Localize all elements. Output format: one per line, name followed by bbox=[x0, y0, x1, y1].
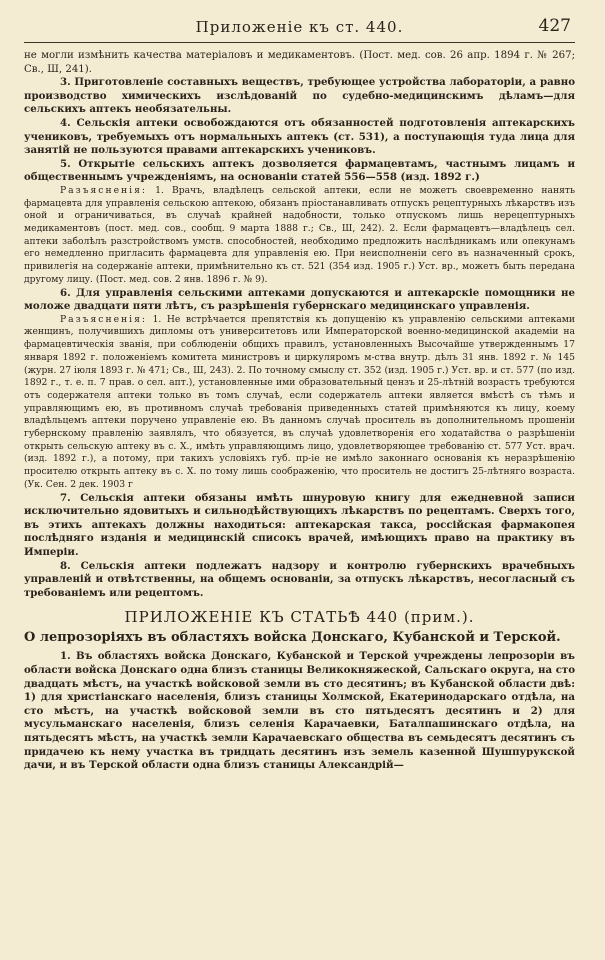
paragraph-4: 4. Сельскія аптеки освобождаются отъ обязанностей подготовленія аптекарскихъ учениковъ, требуемыхъ отъ нормальныхъ аптекъ (ст. 531), а поступающія туда лица для занятій не пользуются правами аптекарскихъ учениковъ. bbox=[24, 116, 575, 157]
running-title: Приложеніе къ ст. 440. bbox=[195, 18, 404, 36]
paragraph-continuation: не могли измѣнить качества матеріаловъ и медикаментовъ. (Пост. мед. сов. 26 апр. 1894 г. № 267; Св., Ш, 241). bbox=[24, 50, 575, 75]
appendix-subtitle: О лепрозоріяхъ въ областяхъ войска Донскаго, Кубанской и Терской. bbox=[24, 630, 561, 646]
paragraph-6: 6. Для управленія сельскими аптеками допускаются и аптекарскіе помощники не моложе двадцати пяти лѣтъ, съ разрѣшенія губернскаго медицинскаго управленія. bbox=[24, 286, 575, 313]
paragraph-8: 8. Сельскія аптеки подлежатъ надзору и контролю губернскихъ врачебныхъ управленій и отвѣтственны, на общемъ основаніи, за отпускъ лѣкарствъ, несогласный съ требованіемъ или рецептомъ. bbox=[24, 559, 575, 599]
appendix-paragraph-1: 1. Въ областяхъ войска Донскаго, Кубанской и Терской учреждены лепрозоріи въ области войска Донскаго одна близъ станицы Великокняжеской, Сальскаго округа, на сто двадцать мѣстъ, на участкѣ войсковой земли въ сто десятинъ; въ Кубанской области двѣ: 1) для христіанскаго населенія, близъ станицы Холмской, Екатеринодарскаго отдѣла, на сто мѣстъ, на участкѣ войсковой земли въ сто пятьдесятъ десятинъ и 2) для мусульманскаго населенія, близъ селенія Карачаевки, Баталпашинскаго отдѣла, на пятьдесятъ мѣстъ, на участкѣ земли Карачаевскаго общества въ семьдесятъ десятинъ съ придачею къ нему участка въ тридцать десятинъ изъ земель казенной Шушпурукской дачи, и въ Терской области одна близъ станицы Александрій— bbox=[24, 650, 575, 772]
paragraph-7: 7. Сельскія аптеки обязаны имѣть шнуровую книгу для ежедневной записи исключительно ядовитыхъ и сильнодѣйствующихъ лѣкарствъ по рецептамъ. Сверхъ того, въ этихъ аптекахъ должны находиться: аптекарская такса, россійская фармакопея послѣдняго изданія и медицинскій списокъ врачей, имѣющихъ право на практику въ Имперіи. bbox=[24, 491, 575, 558]
clarification-block-2 bbox=[24, 314, 575, 492]
clarification-text: 1. Врачъ, владѣлецъ сельской аптеки, если не можетъ своевременно нанять фармацевта для управленія сельскою аптекою, обязанъ пріостанавливать отпускъ рецептурныхъ лѣкарствъ изъ оной и ограничиваться, въ случаѣ крайней надобности, только отпускомъ лишь нерецептурныхъ медикаментовъ (пост. мед. сов., сообщ. 9 марта 1888 г.; Св., Ш, 242). 2. Если фармацевтъ—владѣлецъ сел. аптеки заболѣлъ разстройствомъ умств. способностей, необходимо предложить наслѣдникамъ или опекунамъ его немедленно пригласить фармацевта для управленія ею. При неисполненіи сего въ назначенный срокъ, привилегія на содержаніе аптеки, примѣнительно къ ст. 521 (354 изд. 1905 г.) Уст. вр., можетъ быть передана другому лицу. (Пост. мед. сов. 2 янв. 1896 г. № 9). bbox=[24, 184, 575, 285]
page-number: 427 bbox=[538, 16, 571, 36]
paragraph-3: 3. Приготовленіе составныхъ веществъ, требующее устройства лабораторіи, а равно производство химическихъ изслѣдованій по судебно-медицинскимъ дѣламъ—для сельскихъ аптекъ необязательны. bbox=[24, 76, 575, 116]
appendix-title: ПРИЛОЖЕНІЕ КЪ СТАТЬѢ 440 (прим.). bbox=[124, 608, 475, 627]
paragraph-5: 5. Открытіе сельскихъ аптекъ дозволяется фармацевтамъ, частнымъ лицамъ и общественнымъ учрежденіямъ, на основаніи статей 556—558 (изд. 1892 г.) bbox=[24, 157, 575, 184]
clarification-text: 1. Не встрѣчается препятствія къ допущенію къ управленію сельскими аптеками женщинъ, получившихъ дипломы отъ университетовъ или Императорской военно-медицинской академіи на фармацевтическія званія, при соблюденіи общихъ правилъ, установленныхъ Высочайше утвержденнымъ 17 января 1892 г. положеніемъ комитета министровъ и циркуляромъ м-ства внутр. дѣлъ 31 янв. 1892 г. № 145 (журн. 27 іюля 1893 г. № 471; Св., Ш, 243). 2. По точному смыслу ст. 352 (изд. 1905 г.) Уст. вр. и ст. 577 (по изд. 1892 г., т. е. п. 7 прав. о сел. апт.), установленные ими образовательный цензъ и 25-лѣтній возрастъ требуются отъ содержателя аптеки только въ томъ случаѣ, если содержатель аптеки является вмѣстѣ съ тѣмъ и управляющимъ ею, въ противномъ случаѣ требованія приведенныхъ статей примѣняются къ лицу, коему владѣльцемъ аптеки поручено управленіе ею. Въ данномъ случаѣ проситель въ дополнительномъ прошеніи губернскому правленію заявлялъ, что обязуется, въ случаѣ удовлетворенія его ходатайства о разрѣшеніи открыть сельскую аптеку въ с. Х., имѣть управляющимъ лицо, удовлетворяющее требованію ст. 577 Уст. врач. (изд. 1892 г.), а потому, при такихъ условіяхъ губ. пр-іе не имѣло законнаго основанія къ неразрѣшенію просителю открыть аптеку въ с. Х. по тому лишь соображенію, что проситель не достигъ 25-лѣтняго возраста. (Ук. Сен. 2 дек. 1903 г bbox=[24, 313, 575, 490]
clarification-block-1 bbox=[24, 185, 575, 287]
clarification-label: Разъясненія: bbox=[60, 184, 147, 196]
clarification-label: Разъясненія: bbox=[60, 313, 147, 325]
running-header bbox=[24, 14, 575, 43]
